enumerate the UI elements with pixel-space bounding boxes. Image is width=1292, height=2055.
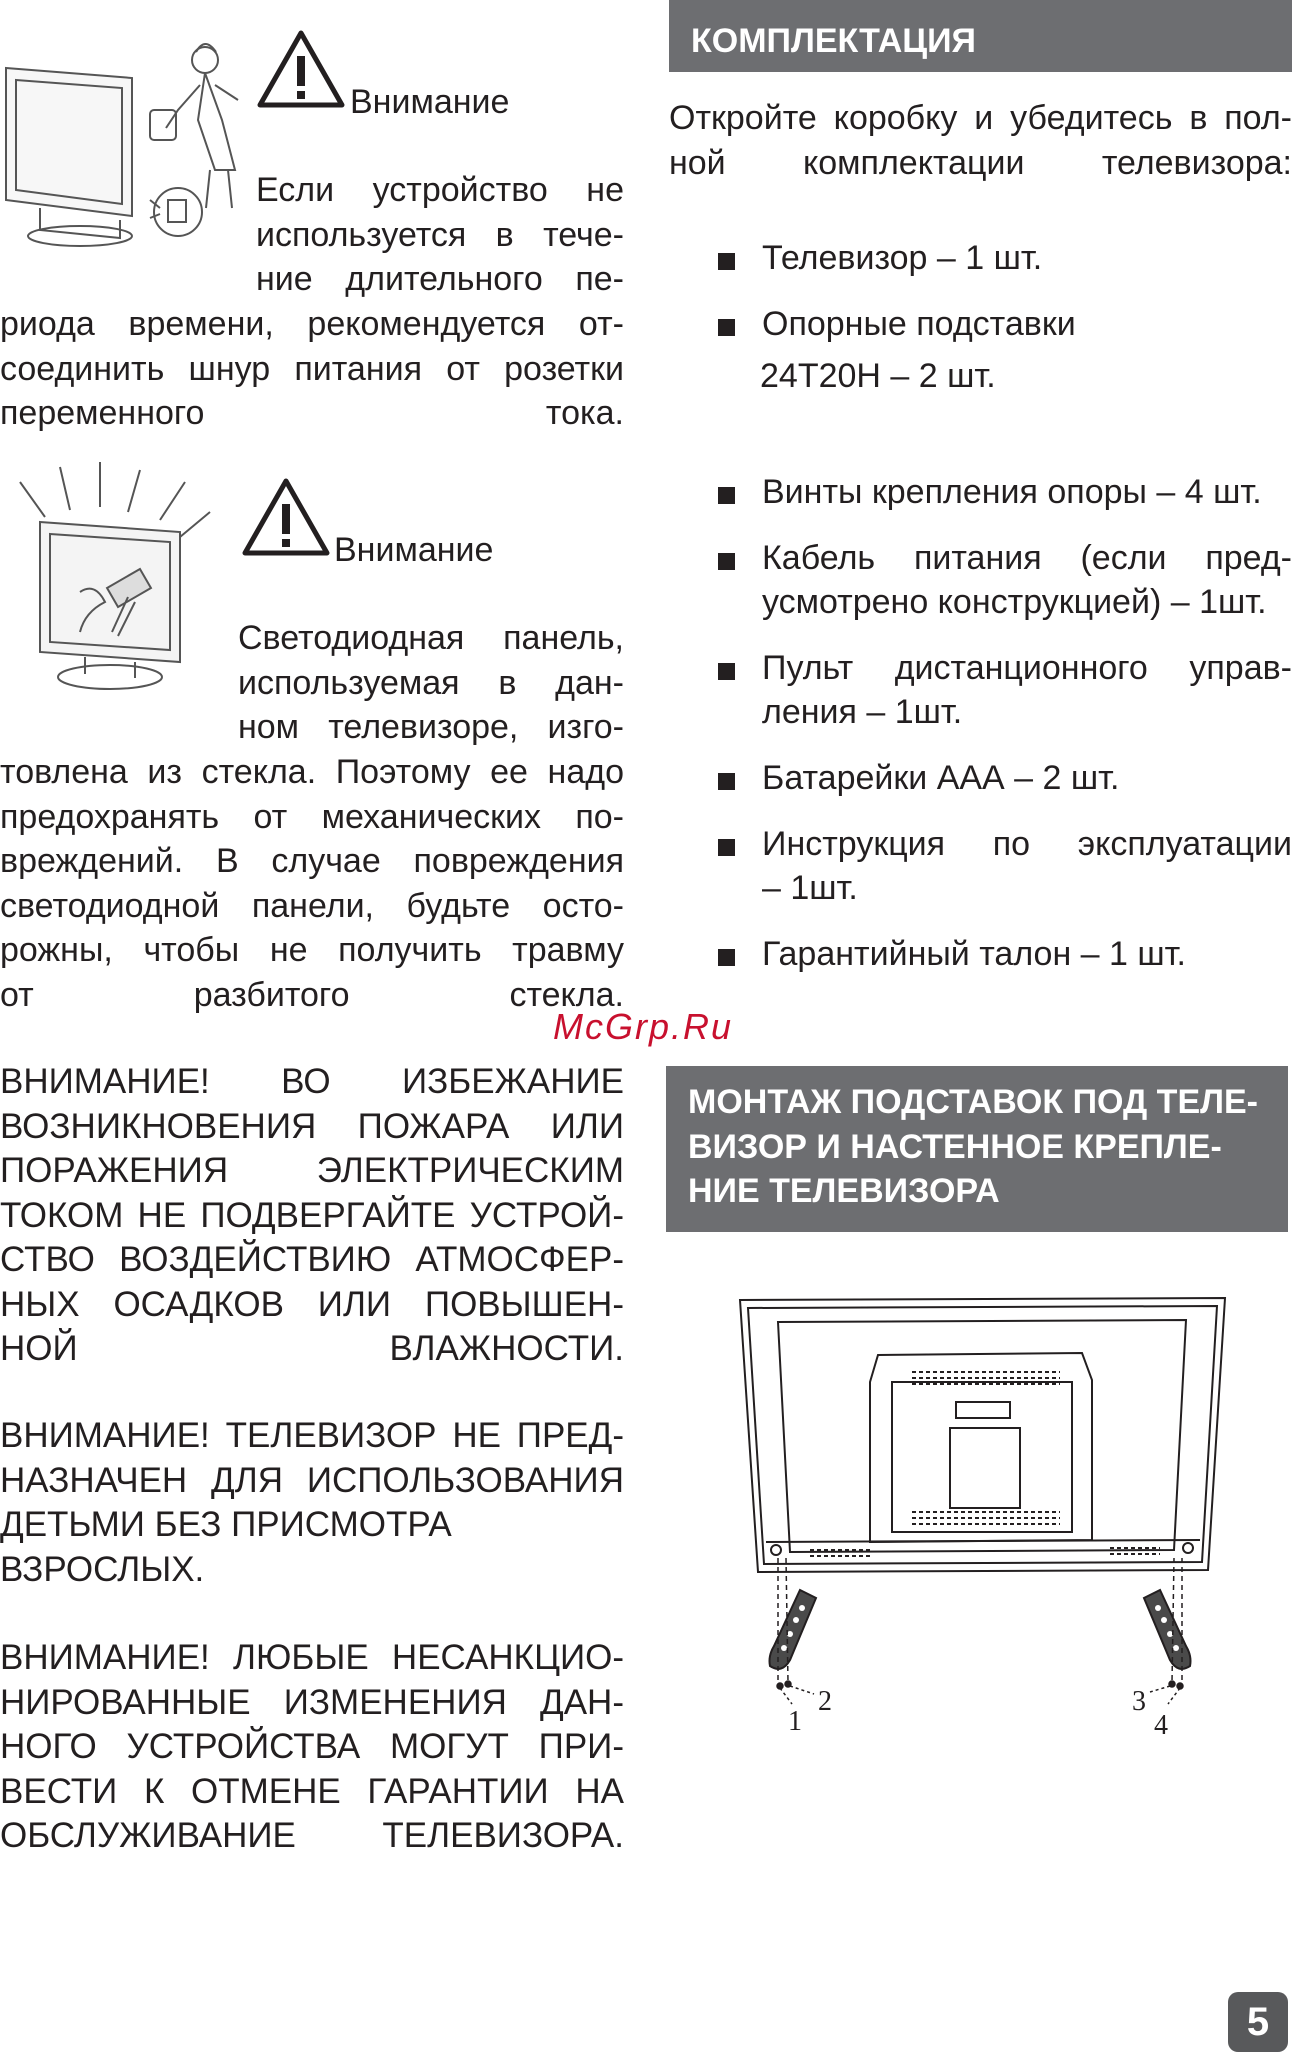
warning-triangle-icon xyxy=(255,28,347,110)
warning2-text-indented: Светодиодная панель, используемая в дан- ном телевизоре, изго- xyxy=(238,619,624,746)
warning-triangle-icon xyxy=(240,476,332,558)
broken-glass-tv-illustration xyxy=(0,462,220,702)
screw-label: 2 xyxy=(818,1686,832,1717)
warning1-text-indented: Если устройство не используется в тече- ние длительного пе- xyxy=(256,171,624,298)
screw-label: 3 xyxy=(1132,1686,1146,1717)
warning2-heading: Внимание xyxy=(334,531,494,569)
mount-header: МОНТАЖ ПОДСТАВОК ПОД ТЕЛЕ- ВИЗОР И НАСТЕННОЕ КРЕПЛЕ- НИЕ ТЕЛЕВИЗОРА xyxy=(666,1066,1288,1232)
screw-label: 1 xyxy=(788,1706,802,1737)
screw-label: 4 xyxy=(1154,1710,1168,1741)
warranty-warning: ВНИМАНИЕ! ЛЮБЫЕ НЕСАНКЦИО- НИРОВАННЫЕ ИЗМЕНЕНИЯ ДАН- НОГО УСТРОЙСТВА МОГУТ ПРИ- ВЕСТИ К ОТМЕНЕ ГАРАНТИИ НА ОБСЛУЖИВАНИЕ ТЕЛЕВИЗОРА. xyxy=(0,1638,624,1855)
stand-mounting-diagram xyxy=(730,1290,1230,1750)
warning1-heading: Внимание xyxy=(350,83,510,121)
kit-header: КОМПЛЕКТАЦИЯ xyxy=(669,0,1292,72)
fire-shock-warning: ВНИМАНИЕ! ВО ИЗБЕЖАНИЕ ВОЗНИКНОВЕНИЯ ПОЖАРА ИЛИ ПОРАЖЕНИЯ ЭЛЕКТРИЧЕСКИМ ТОКОМ НЕ ПОДВЕРГАЙТЕ УСТРОЙ- СТВО ВОЗДЕЙСТВИЮ АТМОСФЕР- НЫХ ОСАДКОВ ИЛИ ПОВЫШЕН- НОЙ ВЛАЖНОСТИ. xyxy=(0,1062,624,1368)
unplug-tv-illustration xyxy=(0,40,250,255)
kit-intro: Откройте коробку и убедитесь в пол- ной комплектации телевизора: xyxy=(669,99,1292,182)
warning1-text-full: риода времени, рекомендуется от- соединить шнур питания от розетки переменного тока. xyxy=(0,305,624,432)
watermark: McGrp.Ru xyxy=(553,1006,734,1047)
page-number: 5 xyxy=(1228,1992,1288,2052)
warning2-text-full: товлена из стекла. Поэтому ее надо предохранять от механических по- вреждений. В случае повреждения светодиодной панели, будьте осто- рожны, чтобы не получить травму от разбитого стекла. xyxy=(0,753,624,1014)
children-warning: ВНИМАНИЕ! ТЕЛЕВИЗОР НЕ ПРЕД- НАЗНАЧЕН ДЛЯ ИСПОЛЬЗОВАНИЯ ДЕТЬМИ БЕЗ ПРИСМОТРА ВЗРОСЛЫХ. xyxy=(0,1416,624,1589)
